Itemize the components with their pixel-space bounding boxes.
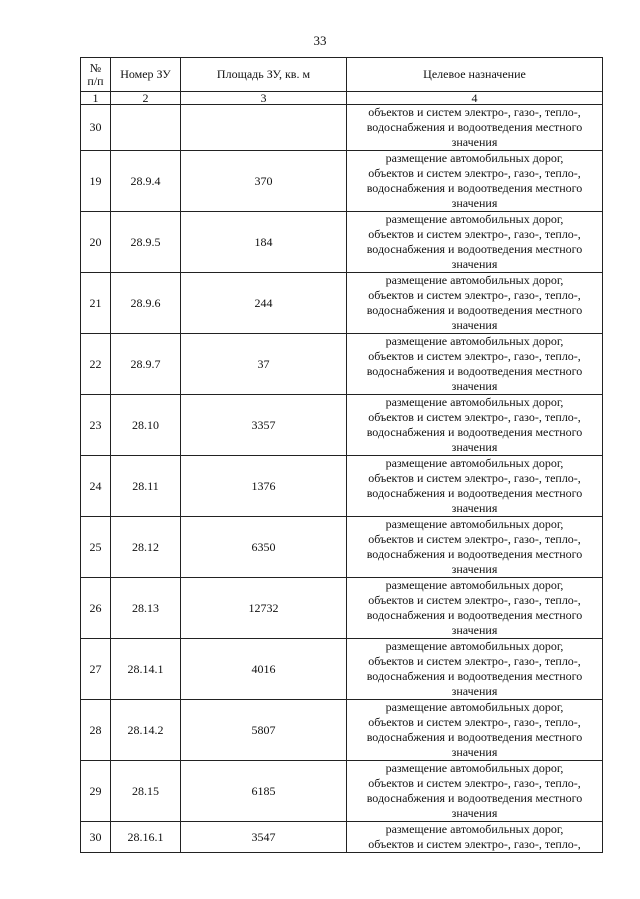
table-row: [81, 395, 603, 456]
purpose-line: водоснабжения и водоотведения местного: [366, 242, 583, 256]
column-number: 3: [181, 92, 347, 105]
purpose-line: водоснабжения и водоотведения местного: [366, 364, 583, 378]
plot-area: 12732: [181, 578, 347, 639]
purpose-line: размещение автомобильных дорог,: [385, 639, 564, 653]
row-number: 20: [81, 212, 111, 273]
purpose-line: водоснабжения и водоотведения местного: [366, 425, 583, 439]
row-number: 29: [81, 761, 111, 822]
table-row: [81, 151, 603, 212]
plot-purpose: [347, 517, 603, 578]
purpose-line: объектов и систем электро-, газо-, тепло-,: [368, 105, 581, 119]
purpose-line: значения: [451, 440, 498, 454]
plot-id: 28.14.1: [111, 639, 181, 700]
plot-purpose: [347, 761, 603, 822]
purpose-line: объектов и систем электро-, газо-, тепло-,: [368, 410, 581, 424]
plot-area: 5807: [181, 700, 347, 761]
table-row: [81, 822, 603, 853]
plot-purpose: [347, 395, 603, 456]
row-number: 26: [81, 578, 111, 639]
header-purpose: Целевое назначение: [347, 58, 603, 92]
purpose-line: значения: [451, 623, 498, 637]
purpose-line: значения: [451, 745, 498, 759]
plot-purpose: [347, 334, 603, 395]
plot-id: 28.10: [111, 395, 181, 456]
purpose-line: объектов и систем электро-, газо-, тепло-,: [368, 288, 581, 302]
table-row: [81, 273, 603, 334]
purpose-line: размещение автомобильных дорог,: [385, 822, 564, 836]
column-number-row: [81, 92, 603, 105]
purpose-line: значения: [451, 501, 498, 515]
purpose-line: размещение автомобильных дорог,: [385, 517, 564, 531]
plot-id: 28.9.5: [111, 212, 181, 273]
plot-purpose: [347, 822, 603, 853]
table-row: [81, 700, 603, 761]
purpose-line: размещение автомобильных дорог,: [385, 273, 564, 287]
purpose-line: значения: [451, 135, 498, 149]
plot-area: 6185: [181, 761, 347, 822]
plot-id: 28.12: [111, 517, 181, 578]
row-number: 30: [81, 822, 111, 853]
plot-id: 28.13: [111, 578, 181, 639]
plot-id: 28.9.4: [111, 151, 181, 212]
plot-purpose: [347, 273, 603, 334]
row-number: 28: [81, 700, 111, 761]
plot-area: 3357: [181, 395, 347, 456]
row-number: 21: [81, 273, 111, 334]
purpose-line: объектов и систем электро-, газо-, тепло-,: [368, 349, 581, 363]
header-number-abbrev: п/п: [87, 73, 104, 88]
purpose-line: объектов и систем электро-, газо-, тепло-,: [368, 166, 581, 180]
table-row: [81, 334, 603, 395]
table-row: [81, 578, 603, 639]
table-row: [81, 761, 603, 822]
row-number: 25: [81, 517, 111, 578]
plot-id: [111, 105, 181, 151]
purpose-line: водоснабжения и водоотведения местного: [366, 120, 583, 134]
plot-area: 184: [181, 212, 347, 273]
purpose-line: водоснабжения и водоотведения местного: [366, 730, 583, 744]
purpose-line: размещение автомобильных дорог,: [385, 456, 564, 470]
land-plots-table: [80, 57, 603, 853]
purpose-line: объектов и систем электро-, газо-, тепло-,: [368, 776, 581, 790]
plot-id: 28.15: [111, 761, 181, 822]
table-row: [81, 456, 603, 517]
purpose-line: водоснабжения и водоотведения местного: [366, 547, 583, 561]
plot-area: 3547: [181, 822, 347, 853]
purpose-line: объектов и систем электро-, газо-, тепло-,: [368, 532, 581, 546]
purpose-line: значения: [451, 806, 498, 820]
plot-purpose: [347, 212, 603, 273]
header-row: [81, 58, 603, 92]
purpose-line: размещение автомобильных дорог,: [385, 151, 564, 165]
plot-area: [181, 105, 347, 151]
column-number: 2: [111, 92, 181, 105]
plot-id: 28.14.2: [111, 700, 181, 761]
purpose-line: водоснабжения и водоотведения местного: [366, 791, 583, 805]
purpose-line: объектов и систем электро-, газо-, тепло-,: [368, 654, 581, 668]
row-number: 19: [81, 151, 111, 212]
plot-id: 28.9.7: [111, 334, 181, 395]
purpose-line: объектов и систем электро-, газо-, тепло-,: [368, 471, 581, 485]
purpose-line: размещение автомобильных дорог,: [385, 395, 564, 409]
plot-id: 28.9.6: [111, 273, 181, 334]
plot-area: 370: [181, 151, 347, 212]
purpose-line: значения: [451, 318, 498, 332]
purpose-line: водоснабжения и водоотведения местного: [366, 608, 583, 622]
plot-id: 28.16.1: [111, 822, 181, 853]
header-plot-id: Номер ЗУ: [111, 58, 181, 92]
plot-area: 4016: [181, 639, 347, 700]
row-number: 23: [81, 395, 111, 456]
header-number: [81, 58, 111, 92]
header-area: Площадь ЗУ, кв. м: [181, 58, 347, 92]
purpose-line: водоснабжения и водоотведения местного: [366, 181, 583, 195]
page-number: 33: [313, 33, 327, 48]
plot-id: 28.11: [111, 456, 181, 517]
plot-purpose: [347, 105, 603, 151]
plot-area: 244: [181, 273, 347, 334]
row-number: 24: [81, 456, 111, 517]
purpose-line: размещение автомобильных дорог,: [385, 334, 564, 348]
plot-area: 1376: [181, 456, 347, 517]
purpose-line: размещение автомобильных дорог,: [385, 212, 564, 226]
purpose-line: водоснабжения и водоотведения местного: [366, 486, 583, 500]
plot-purpose: [347, 456, 603, 517]
row-number: 30: [81, 105, 111, 151]
purpose-line: размещение автомобильных дорог,: [385, 578, 564, 592]
purpose-line: значения: [451, 562, 498, 576]
column-number: 4: [347, 92, 603, 105]
purpose-line: значения: [451, 257, 498, 271]
column-number: 1: [81, 92, 111, 105]
table-row-continued: [81, 105, 603, 151]
purpose-line: размещение автомобильных дорог,: [385, 761, 564, 775]
purpose-line: значения: [451, 196, 498, 210]
table-row: [81, 639, 603, 700]
purpose-line: значения: [451, 379, 498, 393]
purpose-line: значения: [451, 684, 498, 698]
plot-purpose: [347, 639, 603, 700]
purpose-line: объектов и систем электро-, газо-, тепло-,: [368, 715, 581, 729]
table-row: [81, 517, 603, 578]
table-row: [81, 212, 603, 273]
purpose-line: водоснабжения и водоотведения местного: [366, 669, 583, 683]
row-number: 22: [81, 334, 111, 395]
plot-purpose: [347, 578, 603, 639]
plot-purpose: [347, 700, 603, 761]
purpose-line: объектов и систем электро-, газо-, тепло-,: [368, 593, 581, 607]
purpose-line: водоснабжения и водоотведения местного: [366, 303, 583, 317]
purpose-line: размещение автомобильных дорог,: [385, 700, 564, 714]
plot-area: 37: [181, 334, 347, 395]
row-number: 27: [81, 639, 111, 700]
purpose-line: объектов и систем электро-, газо-, тепло-,: [368, 837, 581, 851]
header-number-symbol: №: [89, 60, 102, 75]
plot-area: 6350: [181, 517, 347, 578]
purpose-line: объектов и систем электро-, газо-, тепло-,: [368, 227, 581, 241]
plot-purpose: [347, 151, 603, 212]
